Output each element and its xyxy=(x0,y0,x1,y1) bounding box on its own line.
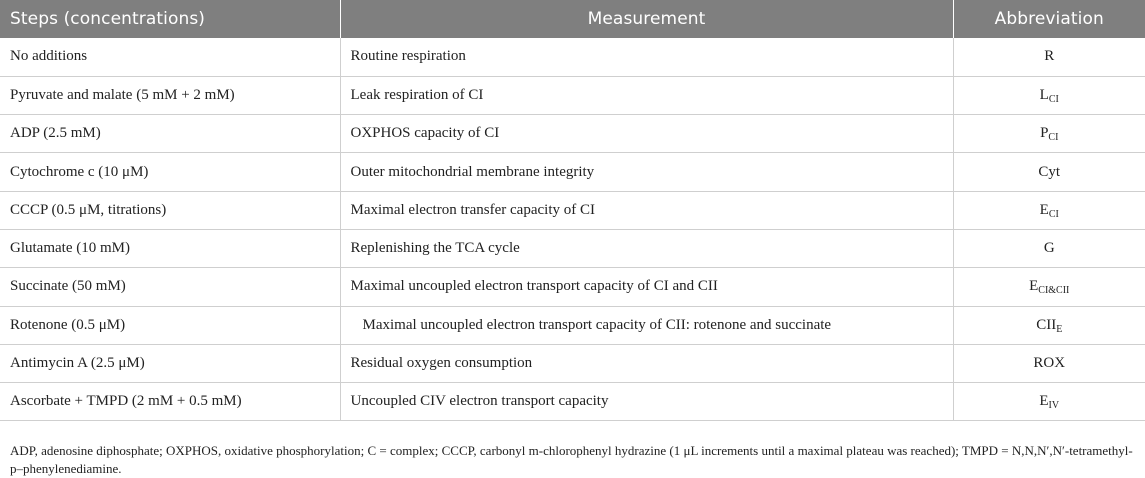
step-cell: Antimycin A (2.5 μM) xyxy=(0,344,340,382)
step-cell: Cytochrome c (10 μM) xyxy=(0,153,340,191)
measurement-cell: Leak respiration of CI xyxy=(340,76,953,114)
abbreviation-cell xyxy=(953,191,1145,229)
measurement-cell: Residual oxygen consumption xyxy=(340,344,953,382)
abbreviation-cell xyxy=(953,383,1145,421)
table-footnote: ADP, adenosine diphosphate; OXPHOS, oxidative phosphorylation; C = complex; CCCP, carbonyl m-chlorophenyl hydrazine (1 μL increments until a maximal plateau was reached); TMPD = N,N,N′,N′-tetramethyl-p–phenylenediamine. xyxy=(10,443,1133,476)
abbreviation-cell xyxy=(953,344,1145,382)
abbreviation-base: E xyxy=(1039,201,1049,218)
abbreviation-cell xyxy=(953,153,1145,191)
abbreviation-base: CII xyxy=(1036,316,1057,333)
abbreviation-cell xyxy=(953,76,1145,114)
step-cell: Succinate (50 mM) xyxy=(0,268,340,306)
table-row xyxy=(0,268,1145,306)
abbreviation-subscript: E xyxy=(1056,323,1063,335)
step-cell: No additions xyxy=(0,38,340,76)
step-cell: Pyruvate and malate (5 mM + 2 mM) xyxy=(0,76,340,114)
table-row xyxy=(0,383,1145,421)
step-cell: Ascorbate + TMPD (2 mM + 0.5 mM) xyxy=(0,383,340,421)
table-row xyxy=(0,191,1145,229)
table-row xyxy=(0,229,1145,267)
measurement-cell: Replenishing the TCA cycle xyxy=(340,229,953,267)
header-steps: Steps (concentrations) xyxy=(0,0,340,38)
step-cell: Rotenone (0.5 μM) xyxy=(0,306,340,344)
measurement-cell: Maximal electron transfer capacity of CI xyxy=(340,191,953,229)
measurement-cell: Outer mitochondrial membrane integrity xyxy=(340,153,953,191)
measurement-cell: Maximal uncoupled electron transport capacity of CI and CII xyxy=(340,268,953,306)
abbreviation-subscript: CI xyxy=(1048,208,1059,220)
table-row xyxy=(0,344,1145,382)
table-row xyxy=(0,153,1145,191)
measurement-cell: OXPHOS capacity of CI xyxy=(340,115,953,153)
abbreviation-cell xyxy=(953,268,1145,306)
abbreviation-base: E xyxy=(1039,393,1049,410)
abbreviation-subscript: CI xyxy=(1048,132,1059,144)
step-cell: CCCP (0.5 μM, titrations) xyxy=(0,191,340,229)
step-cell: Glutamate (10 mM) xyxy=(0,229,340,267)
abbreviation-cell xyxy=(953,115,1145,153)
abbreviation-base: L xyxy=(1039,86,1049,103)
measurement-cell: Maximal uncoupled electron transport capacity of CII: rotenone and succinate xyxy=(340,306,953,344)
table-row xyxy=(0,38,1145,76)
abbreviation-base: ROX xyxy=(1033,355,1066,372)
abbreviation-subscript: CI&CII xyxy=(1038,285,1070,297)
header-measurement: Measurement xyxy=(340,0,953,38)
table-row xyxy=(0,76,1145,114)
step-cell: ADP (2.5 mM) xyxy=(0,115,340,153)
abbreviation-base: Cyt xyxy=(1038,163,1061,180)
measurement-cell: Routine respiration xyxy=(340,38,953,76)
abbreviation-subscript: CI xyxy=(1048,93,1059,105)
abbreviation-cell xyxy=(953,229,1145,267)
table-row xyxy=(0,115,1145,153)
abbreviation-subscript: IV xyxy=(1048,400,1060,412)
header-abbreviation: Abbreviation xyxy=(953,0,1145,38)
abbreviation-base: R xyxy=(1044,48,1055,65)
abbreviation-cell xyxy=(953,306,1145,344)
abbreviation-cell xyxy=(953,38,1145,76)
abbreviation-base: P xyxy=(1040,125,1049,142)
table-row xyxy=(0,306,1145,344)
measurement-cell: Uncoupled CIV electron transport capacity xyxy=(340,383,953,421)
abbreviation-base: E xyxy=(1029,278,1039,295)
table-header-row xyxy=(0,0,1145,38)
abbreviation-base: G xyxy=(1043,240,1055,257)
